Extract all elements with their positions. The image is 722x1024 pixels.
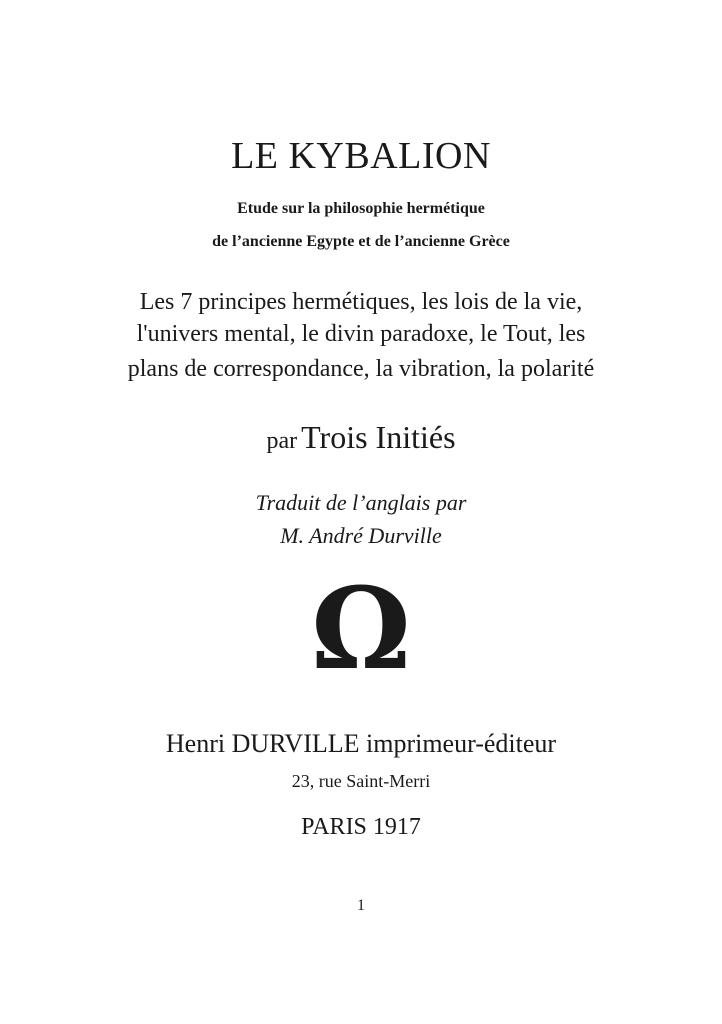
page-number: 1 [357, 897, 365, 914]
description-line-2: l'univers mental, le divin paradoxe, le Tout, les [136, 321, 586, 347]
subtitle-line-2: de l’ancienne Egypte et de l’ancienne Grèce [212, 233, 510, 250]
publisher-name: Henri DURVILLE imprimeur-éditeur [165, 729, 557, 758]
translator-name: M. André Durville [280, 523, 442, 548]
translation-line-1: Traduit de l’anglais par [255, 490, 467, 515]
author-name: Trois Initiés [301, 419, 456, 455]
description-line-1: Les 7 principes hermétiques, les lois de la vie, [139, 289, 583, 315]
book-title: LE KYBALION [231, 135, 491, 177]
subtitle-line-1: Etude sur la philosophie hermétique [237, 200, 485, 217]
omega-emblem-icon: Ω [311, 564, 411, 695]
description-line-3: plans de correspondance, la vibration, la polarité [127, 356, 595, 382]
publication-place-year: PARIS 1917 [301, 814, 421, 840]
author-prefix: par [266, 428, 298, 454]
publisher-address: 23, rue Saint-Merri [291, 771, 431, 791]
author-line [0, 421, 722, 453]
